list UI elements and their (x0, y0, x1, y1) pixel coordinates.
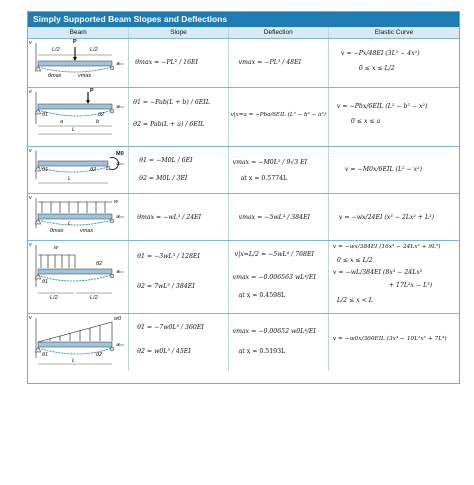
curve-formula: v = −M0x/6EIL (L² − x²) (344, 166, 423, 173)
slope-cell (128, 147, 227, 193)
header-elastic-curve: Elastic Curve (328, 27, 459, 38)
deflection-location: at x = 0.5193L (238, 348, 286, 355)
load-label: P (73, 39, 77, 45)
deflection-cell (228, 88, 328, 146)
header-slope: Slope (128, 27, 227, 38)
curve-cell (328, 147, 459, 193)
table-row (28, 39, 459, 88)
deflection-cell (228, 147, 328, 193)
v-axis-label: v (29, 148, 32, 154)
dim-label: L/2 (52, 47, 60, 53)
slope-cell (128, 88, 227, 146)
slope-cell (128, 194, 227, 240)
curve-cell (328, 194, 459, 240)
load-label: P (90, 88, 94, 94)
load-label: w0 (114, 316, 122, 322)
slope-formula: θ1 = −7w0L³ / 360EI (137, 324, 204, 331)
deflection-formula: vmax = −M0L² / 9√3 EI (232, 159, 308, 166)
theta-label: θ1 (42, 167, 49, 173)
theta-label: θmax (48, 73, 62, 79)
slope-formula: θmax = −PL² / 16EI (135, 59, 198, 66)
v-axis-label: v (29, 40, 32, 46)
dim-label: L (72, 127, 76, 133)
load-label: w (114, 199, 118, 205)
dim-label: L/2 (90, 47, 98, 53)
beam-diagram (28, 39, 128, 87)
theta-label: θmax (50, 228, 64, 234)
v-axis-label: v (29, 89, 32, 95)
beam-diagram (28, 241, 128, 313)
load-label: w (54, 245, 58, 251)
deflection-cell (228, 39, 328, 87)
beam-diagram (28, 194, 128, 240)
theta-label: θ1 (42, 352, 49, 358)
curve-cell (328, 88, 459, 146)
v-axis-label: v (29, 242, 32, 248)
deflection-location: at x = 0.4598L (238, 292, 286, 299)
slope-formula: θ1 = −Pab(L + b) / 6EIL (133, 99, 210, 106)
dim-label: L/2 (90, 295, 98, 301)
theta-label: θ1 (42, 112, 49, 118)
slope-formula: θ2 = w0L³ / 45EI (137, 348, 191, 355)
slope-formula: θ1 = −M0L / 6EI (139, 157, 193, 164)
dim-label: L (68, 221, 72, 227)
table-header (28, 27, 459, 39)
curve-cell (328, 241, 459, 313)
beam-diagram (28, 314, 128, 371)
dim-label: L (72, 358, 76, 364)
theta-label: θ2 (96, 261, 103, 267)
header-beam: Beam (69, 29, 87, 36)
deflection-formula: v|x=a = −Pba/6EIL (L² − b² − a²) (230, 112, 326, 118)
dim-label: L/2 (50, 295, 58, 301)
x-axis-label: x (117, 269, 120, 275)
deflection-formula: v|x=L/2 = −5wL⁴ / 768EI (234, 251, 314, 258)
beam-diagram (28, 147, 128, 193)
table-row (28, 241, 459, 314)
moment-label: M0 (116, 151, 124, 157)
deflection-formula: vmax = −0.00652 w0L⁴/EI (232, 328, 316, 335)
curve-formula: v = −Pbx/6EIL (L² − b² − x²) (336, 103, 428, 110)
deflection-cell (228, 194, 328, 240)
curve-formula: v = −w0x/360EIL (3x⁴ − 10L²x² + 7L⁴) (332, 336, 447, 342)
slope-cell (128, 314, 227, 371)
slope-cell (128, 39, 227, 87)
curve-formula: v = −Px/48EI (3L² − 4x²) (340, 50, 420, 57)
vmax-label: vmax (80, 228, 94, 234)
curve-range: 0 ≤ x ≤ L/2 (358, 65, 395, 72)
theta-label: θ1 (42, 279, 49, 285)
curve-formula: v = −wL/384EI (8x³ − 24Lx² (332, 269, 423, 276)
deflection-formula: vmax = −0.006563 wL⁴/EI (232, 274, 316, 281)
slope-cell (128, 241, 227, 313)
theta-label: θ2 (98, 112, 105, 118)
dim-label: b (96, 119, 100, 125)
curve-formula: + 17L²x − L³) (388, 282, 433, 289)
curve-cell (328, 39, 459, 87)
x-axis-label: x (117, 214, 120, 220)
x-axis-label: x (117, 61, 120, 67)
slope-formula: θmax = −wL³ / 24EI (137, 214, 202, 221)
dim-label: L (68, 176, 72, 182)
curve-range: 0 ≤ x ≤ L/2 (336, 257, 373, 264)
deflection-cell (228, 241, 328, 313)
table-row (28, 314, 459, 371)
table-title: Simply Supported Beam Slopes and Deflections (28, 12, 459, 27)
beam-table (27, 11, 460, 384)
x-axis-label: x (117, 104, 120, 110)
curve-range: L/2 ≤ x < L (336, 297, 373, 304)
curve-range: 0 ≤ x ≤ a (350, 118, 381, 125)
table-row (28, 88, 459, 147)
vmax-label: vmax (78, 73, 92, 79)
slope-formula: θ2 = M0L / 3EI (139, 175, 188, 182)
header-deflection: Deflection (228, 27, 328, 38)
deflection-formula: vmax = −PL³ / 48EI (238, 59, 302, 66)
curve-cell (328, 314, 459, 371)
deflection-formula: vmax = −5wL⁴ / 384EI (238, 214, 311, 221)
table-row (28, 194, 459, 241)
slope-formula: θ2 = 7wL³ / 384EI (137, 283, 195, 290)
slope-formula: θ1 = −3wL³ / 128EI (137, 253, 200, 260)
curve-formula: v = −wx/24EI (x³ − 2Lx² + L³) (338, 214, 435, 221)
curve-formula: v = −wx/384EI (16x³ − 24Lx² + 9L³) (332, 244, 441, 250)
table-row (28, 147, 459, 194)
dim-label: a (60, 119, 64, 125)
deflection-cell (228, 314, 328, 371)
x-axis-label: x (117, 161, 120, 167)
v-axis-label: v (29, 315, 32, 321)
x-axis-label: x (117, 342, 120, 348)
v-axis-label: v (29, 195, 32, 201)
deflection-location: at x = 0.5774L (240, 175, 288, 182)
slope-formula: θ2 = Pab(L + a) / 6EIL (133, 121, 205, 128)
theta-label: θ2 (96, 352, 103, 358)
beam-diagram (28, 88, 128, 146)
theta-label: θ2 (90, 167, 97, 173)
